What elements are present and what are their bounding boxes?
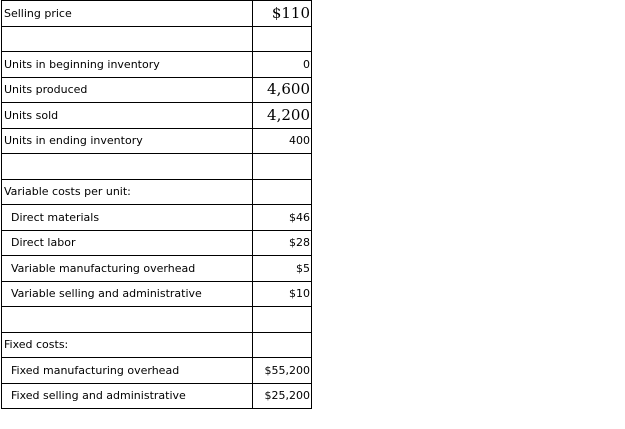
table-row — [2, 179, 312, 205]
row-value-cell[interactable]: 400 — [253, 128, 312, 154]
row-value-cell[interactable]: $28 — [253, 230, 312, 256]
row-label-cell[interactable] — [2, 154, 253, 180]
row-label-cell[interactable]: Fixed manufacturing overhead — [2, 358, 253, 384]
row-value-cell[interactable]: $55,200 — [253, 358, 312, 384]
row-label-cell[interactable]: Units sold — [2, 103, 253, 129]
row-label-cell[interactable]: Direct materials — [2, 205, 253, 231]
row-label-cell[interactable]: Fixed costs: — [2, 332, 253, 358]
table-row — [2, 77, 312, 103]
row-label-cell[interactable] — [2, 307, 253, 333]
table-body — [2, 1, 312, 409]
row-label-cell[interactable]: Variable costs per unit: — [2, 179, 253, 205]
row-value-cell[interactable]: $10 — [253, 281, 312, 307]
row-value-cell[interactable] — [253, 307, 312, 333]
row-value-cell[interactable] — [253, 154, 312, 180]
table-row — [2, 103, 312, 129]
table-row — [2, 332, 312, 358]
table-row — [2, 256, 312, 282]
table-row — [2, 230, 312, 256]
table-row — [2, 383, 312, 409]
table-row — [2, 26, 312, 52]
table-row — [2, 358, 312, 384]
table-row — [2, 281, 312, 307]
row-label-cell[interactable]: Variable manufacturing overhead — [2, 256, 253, 282]
row-value-cell[interactable] — [253, 179, 312, 205]
cost-data-table — [1, 0, 312, 409]
row-label-cell[interactable]: Units produced — [2, 77, 253, 103]
row-value-cell[interactable]: 4,600 — [253, 77, 312, 103]
table-row — [2, 1, 312, 27]
table-row — [2, 154, 312, 180]
row-label-cell[interactable]: Units in ending inventory — [2, 128, 253, 154]
row-label-cell[interactable]: Units in beginning inventory — [2, 52, 253, 78]
row-label-cell[interactable]: Variable selling and administrative — [2, 281, 253, 307]
row-label-cell[interactable]: Direct labor — [2, 230, 253, 256]
row-value-cell[interactable] — [253, 332, 312, 358]
row-value-cell[interactable]: $5 — [253, 256, 312, 282]
row-value-cell[interactable] — [253, 26, 312, 52]
table-row — [2, 307, 312, 333]
row-value-cell[interactable]: $110 — [253, 1, 312, 27]
row-label-cell[interactable]: Fixed selling and administrative — [2, 383, 253, 409]
table-row — [2, 128, 312, 154]
row-value-cell[interactable]: 0 — [253, 52, 312, 78]
row-value-cell[interactable]: $25,200 — [253, 383, 312, 409]
row-label-cell[interactable] — [2, 26, 253, 52]
table-row — [2, 205, 312, 231]
row-value-cell[interactable]: $46 — [253, 205, 312, 231]
table-row — [2, 52, 312, 78]
row-label-cell[interactable]: Selling price — [2, 1, 253, 27]
row-value-cell[interactable]: 4,200 — [253, 103, 312, 129]
